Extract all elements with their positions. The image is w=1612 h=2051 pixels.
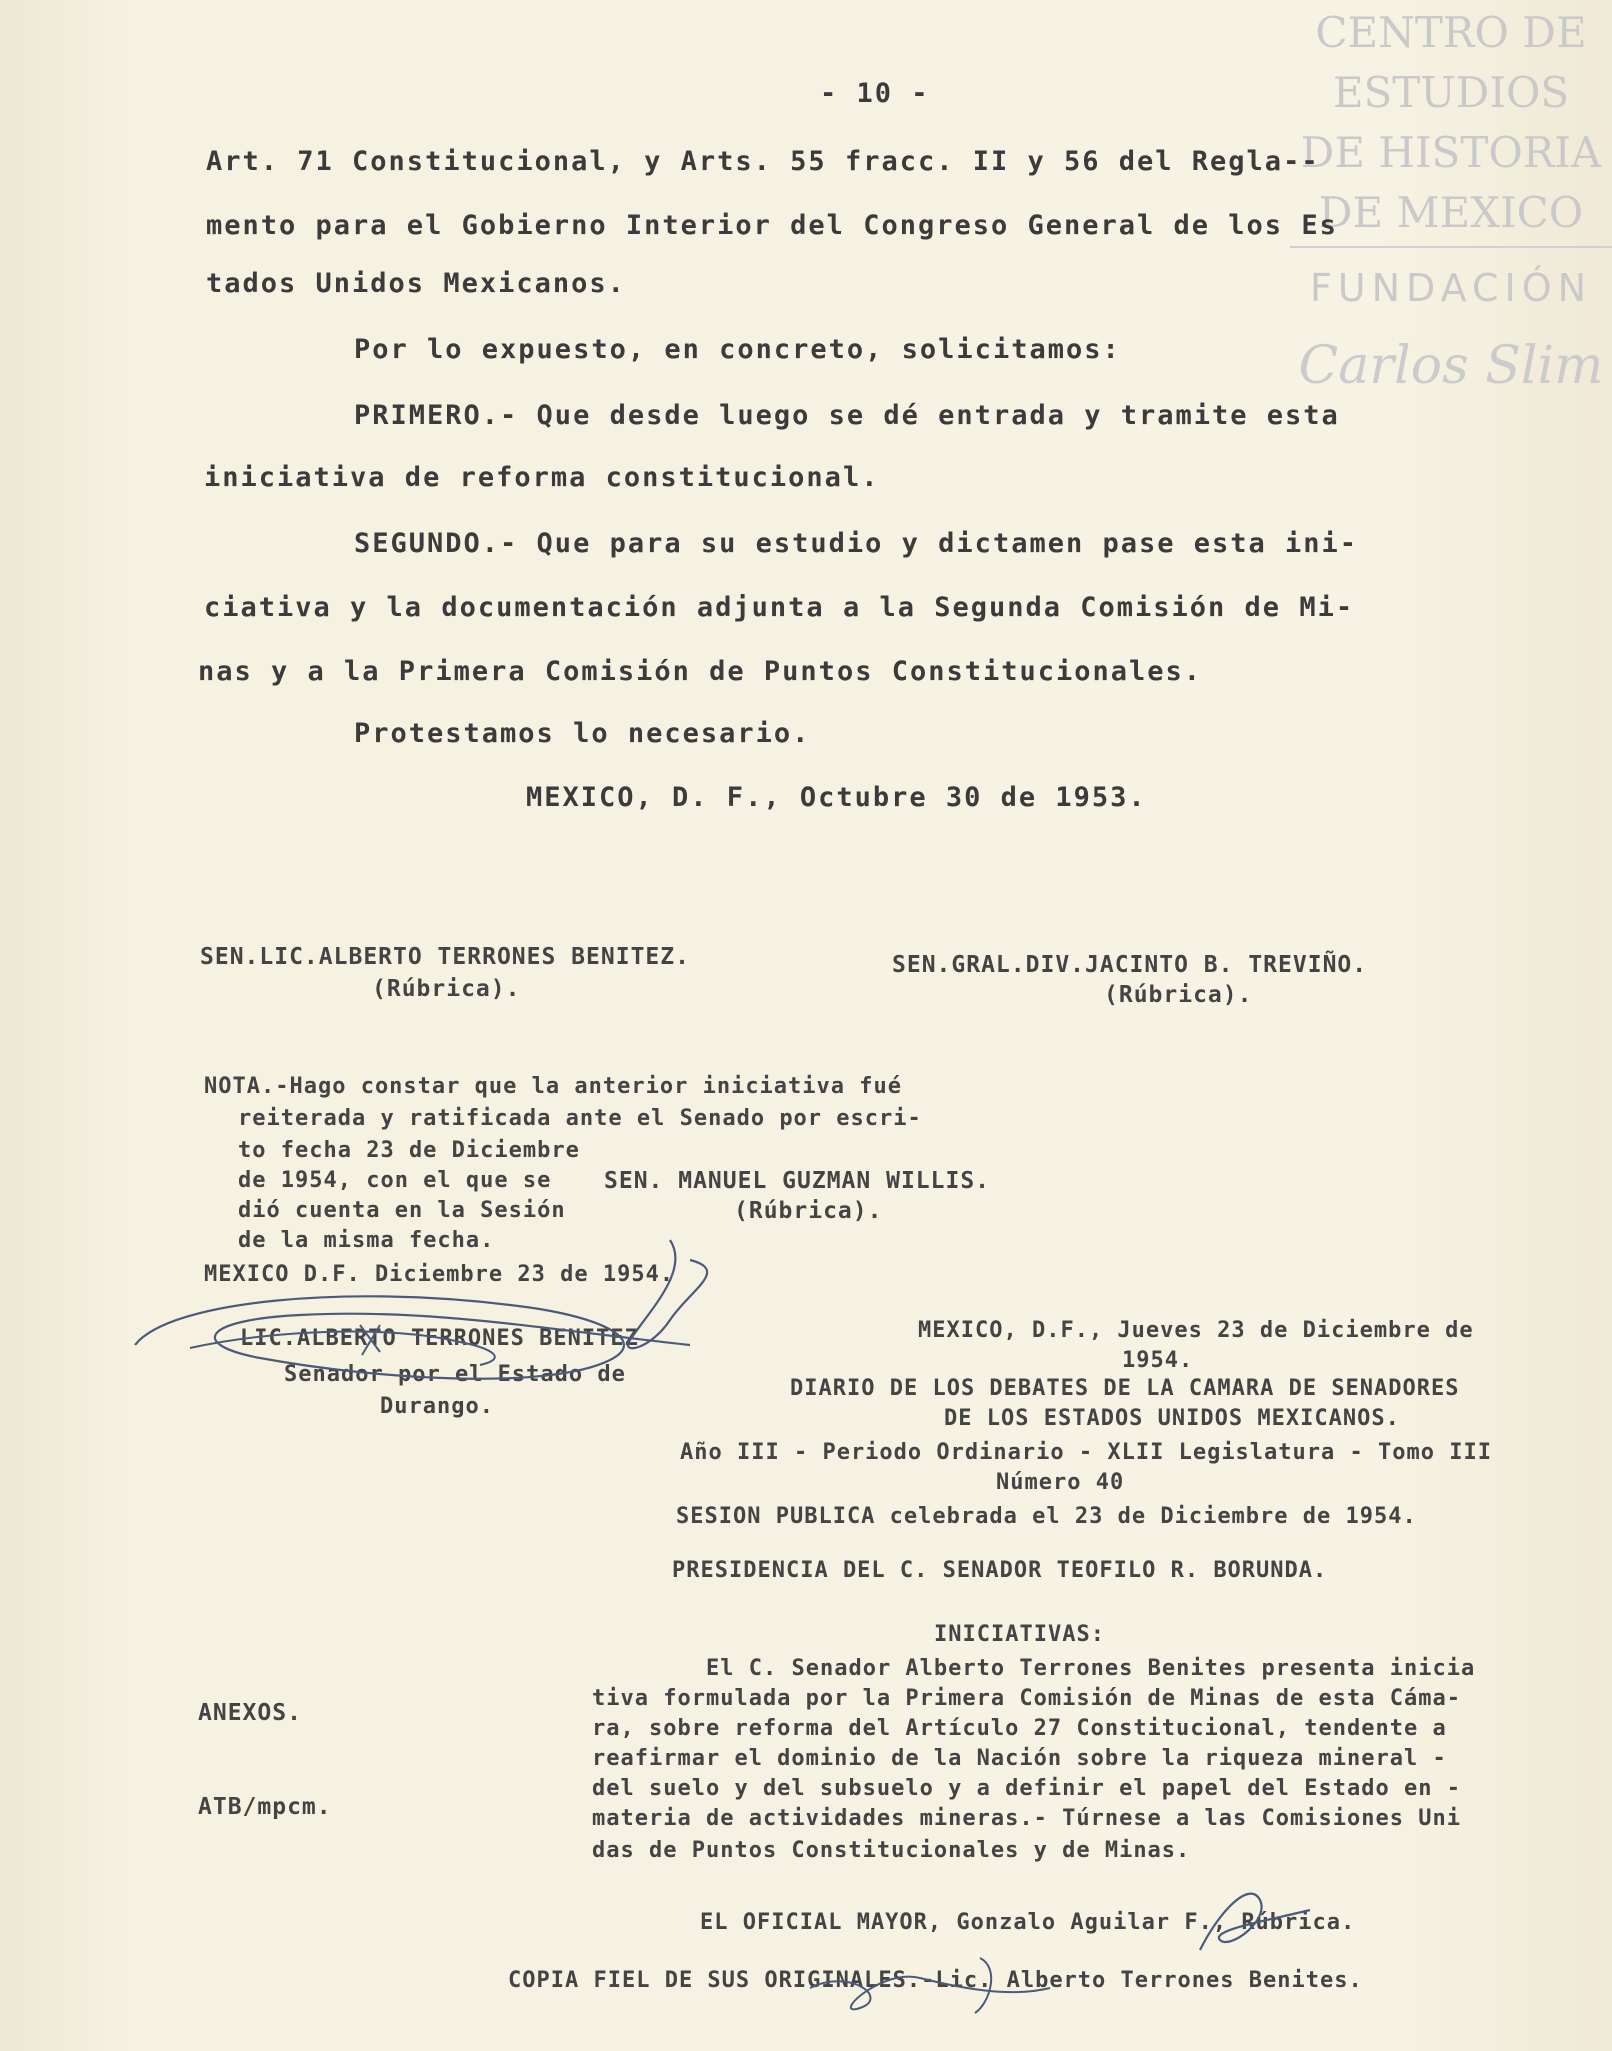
signer-right-name: SEN.GRAL.DIV.JACINTO B. TREVIÑO.	[892, 952, 1368, 978]
oficial-mayor: EL OFICIAL MAYOR, Gonzalo Aguilar F., Rúbrica.	[700, 1910, 1356, 1935]
signer-right-rubrica: (Rúbrica).	[1104, 982, 1253, 1008]
diario-line4: DE LOS ESTADOS UNIDOS MEXICANOS.	[944, 1406, 1400, 1431]
diario-line7: SESION PUBLICA celebrada el 23 de Diciembre de 1954.	[676, 1504, 1417, 1529]
body-p1-line1: Art. 71 Constitucional, y Arts. 55 fracc. II y 56 del Regla--	[206, 146, 1320, 177]
watermark-rule	[1290, 246, 1612, 248]
nota-line7: MEXICO D.F. Diciembre 23 de 1954.	[204, 1262, 675, 1287]
watermark-line-4: DE MEXICO	[1318, 188, 1584, 237]
primero-line1: PRIMERO.- Que desde luego se dé entrada y tramite esta	[354, 400, 1340, 431]
body-p2: Por lo expuesto, en concreto, solicitamos:	[354, 334, 1121, 365]
nota-line5: dió cuenta en la Sesión	[238, 1198, 566, 1223]
terrones-sig-name: LIC.ALBERTO TERRONES BENITEZ	[240, 1326, 639, 1351]
protestamos: Protestamos lo necesario.	[354, 718, 811, 749]
nota-line1: NOTA.-Hago constar que la anterior iniciativa fué	[204, 1074, 903, 1099]
body-p1-line3: tados Unidos Mexicanos.	[206, 268, 626, 299]
iniciativa-line3: ra, sobre reforma del Artículo 27 Constitucional, tendente a	[592, 1716, 1447, 1741]
diario-line1: MEXICO, D.F., Jueves 23 de Diciembre de	[918, 1318, 1474, 1343]
signer-left-name: SEN.LIC.ALBERTO TERRONES BENITEZ.	[200, 944, 690, 970]
body-p1-line2: mento para el Gobierno Interior del Congreso General de los Es	[206, 210, 1338, 241]
handwritten-signature-copia	[800, 1948, 1060, 2028]
presidencia: PRESIDENCIA DEL C. SENADOR TEOFILO R. BORUNDA.	[672, 1558, 1328, 1583]
initials-label: ATB/mpcm.	[198, 1794, 332, 1820]
watermark-line-3: DE HISTORIA	[1300, 128, 1602, 177]
watermark-line-1: CENTRO DE	[1315, 8, 1587, 57]
anexos-label: ANEXOS.	[198, 1700, 302, 1726]
signer-left-rubrica: (Rúbrica).	[372, 976, 521, 1002]
diario-line2: 1954.	[1122, 1348, 1194, 1373]
iniciativa-line5: del suelo y del subsuelo y a definir el papel del Estado en -	[592, 1776, 1461, 1801]
segundo-line3: nas y a la Primera Comisión de Puntos Constitucionales.	[198, 656, 1203, 687]
iniciativa-line2: tiva formulada por la Primera Comisión de Minas de esta Cáma-	[592, 1686, 1461, 1711]
handwritten-signature-terrones	[130, 1230, 730, 1390]
diario-line5: Año III - Periodo Ordinario - XLII Legislatura - Tomo III	[680, 1440, 1492, 1465]
guzman-name: SEN. MANUEL GUZMAN WILLIS.	[604, 1168, 991, 1194]
watermark-line-5: FUNDACIÓN	[1309, 266, 1593, 310]
nota-line3: to fecha 23 de Diciembre	[238, 1138, 580, 1163]
primero-line2: iniciativa de reforma constitucional.	[204, 462, 880, 493]
nota-line2: reiterada y ratificada ante el Senado por escri-	[238, 1106, 922, 1131]
page-number: - 10 -	[820, 78, 930, 109]
diario-line3: DIARIO DE LOS DEBATES DE LA CAMARA DE SENADORES	[790, 1376, 1460, 1401]
nota-line4: de 1954, con el que se	[238, 1168, 552, 1193]
watermark-line-2: ESTUDIOS	[1332, 68, 1570, 117]
iniciativas-heading: INICIATIVAS:	[934, 1622, 1105, 1647]
nota-line6: de la misma fecha.	[238, 1228, 495, 1253]
guzman-rubrica: (Rúbrica).	[734, 1198, 883, 1224]
terrones-sig-title: Senador por el Estado de	[284, 1362, 626, 1387]
segundo-line2: ciativa y la documentación adjunta a la Segunda Comisión de Mi-	[204, 592, 1355, 623]
iniciativa-line7: das de Puntos Constitucionales y de Minas.	[592, 1838, 1191, 1863]
watermark-signature: Carlos Slim	[1298, 336, 1604, 396]
iniciativa-line4: reafirmar el dominio de la Nación sobre la riqueza mineral -	[592, 1746, 1447, 1771]
iniciativa-line6: materia de actividades mineras.- Túrnese a las Comisiones Uni	[592, 1806, 1461, 1831]
copia-fiel: COPIA FIEL DE SUS ORIGINALES.-Lic. Alberto Terrones Benites.	[508, 1968, 1363, 1993]
document-date: MEXICO, D. F., Octubre 30 de 1953.	[526, 782, 1147, 813]
terrones-sig-state: Durango.	[380, 1394, 494, 1419]
iniciativa-line1: El C. Senador Alberto Terrones Benites presenta inicia	[706, 1656, 1476, 1681]
diario-line6: Número 40	[996, 1470, 1125, 1495]
handwritten-signature-oficial	[1180, 1880, 1340, 1970]
segundo-line1: SEGUNDO.- Que para su estudio y dictamen pase esta ini-	[354, 528, 1359, 559]
